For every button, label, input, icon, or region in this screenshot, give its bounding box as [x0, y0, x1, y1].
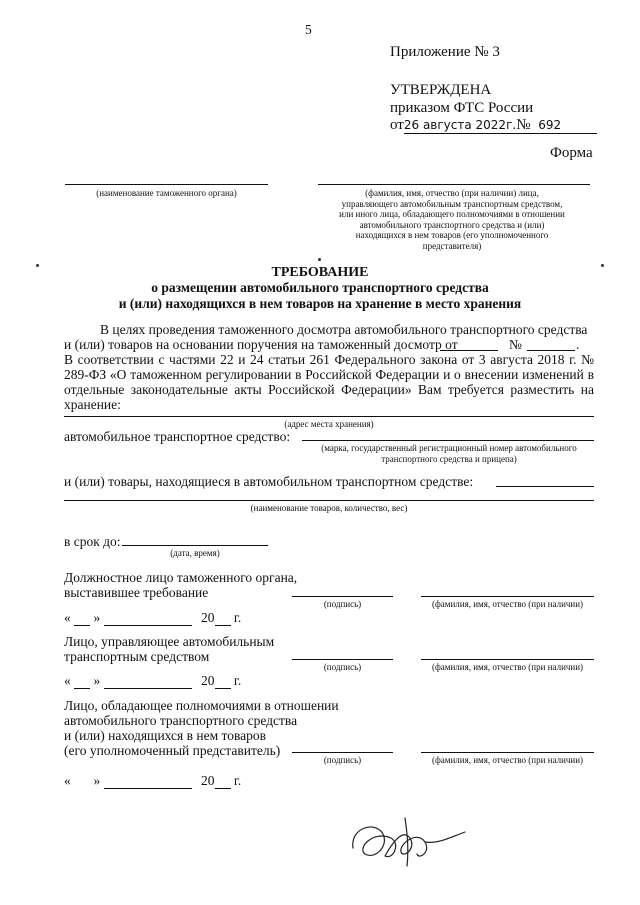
signer-1-sign-caption: (подпись) — [323, 599, 362, 609]
signer-1-day-field[interactable] — [74, 610, 90, 626]
scan-dot-center — [318, 258, 321, 261]
signer-2-day-field[interactable] — [74, 673, 90, 689]
signer-3-name-caption: (фамилия, имя, отчество (при наличии) — [431, 755, 584, 765]
customs-body-caption: (наименование таможенного органа) — [96, 188, 237, 198]
scan-dot-right — [601, 264, 604, 267]
form-label: Форма — [550, 145, 593, 161]
signer-2-sign-caption: (подпись) — [323, 662, 362, 672]
signer-2-name-field[interactable] — [421, 659, 594, 660]
signer-3-label-2: автомобильного транспортного средства — [64, 713, 298, 728]
page-number: 5 — [305, 22, 312, 37]
signer-3-signature-field[interactable] — [292, 752, 393, 753]
goods-field-1[interactable] — [496, 486, 594, 487]
handwritten-signature — [345, 808, 475, 870]
appendix-label: Приложение № 3 — [390, 44, 500, 60]
order-date: 26 августа 2022г. — [403, 118, 517, 132]
signer-1-name-field[interactable] — [421, 596, 594, 597]
signer-1-year-field[interactable] — [215, 610, 231, 626]
person-field[interactable] — [318, 184, 590, 185]
signer-1-label-1: Должностное лицо таможенного органа, — [64, 570, 298, 585]
order-from-prefix: от — [390, 117, 404, 133]
signer-3-date: « » 20 г. — [64, 773, 242, 788]
signer-3-label-4: (его уполномоченный представитель) — [64, 743, 281, 758]
order-by: приказом ФТС России — [390, 100, 534, 116]
signer-1-name-caption: (фамилия, имя, отчество (при наличии) — [431, 599, 584, 609]
signer-1-signature-field[interactable] — [292, 596, 393, 597]
vehicle-label: автомобильное транспортное средство: — [64, 429, 291, 444]
deadline-field[interactable] — [122, 545, 268, 546]
goods-caption: (наименование товаров, количество, вес) — [250, 503, 408, 513]
signer-3-sign-caption: (подпись) — [323, 755, 362, 765]
scan-dot-left — [36, 264, 39, 267]
order-underline — [404, 133, 597, 134]
signer-2-year-field[interactable] — [215, 673, 231, 689]
order-no-sign: № — [509, 337, 522, 352]
goods-label: и (или) товары, находящиеся в автомобильном транспортном средстве: — [64, 474, 474, 489]
storage-caption: (адрес места хранения) — [284, 419, 374, 429]
signer-2-month-field[interactable] — [104, 673, 192, 689]
signer-3-label-3: и (или) находящихся в нем товаров — [64, 728, 267, 743]
order-date-field[interactable] — [440, 350, 498, 351]
storage-address-field[interactable] — [64, 416, 594, 417]
vehicle-caption: (марка, государственный регистрационный номер автомобильного транспортного средства и прицепа) — [321, 443, 577, 464]
signer-3-label-1: Лицо, обладающее полномочиями в отношении — [64, 698, 339, 713]
period: . — [576, 337, 580, 352]
signer-2-label-2: транспортным средством — [64, 649, 210, 664]
document-title: ТРЕБОВАНИЕ — [271, 265, 369, 280]
signer-2-name-caption: (фамилия, имя, отчество (при наличии) — [431, 662, 584, 672]
signer-3-name-field[interactable] — [421, 752, 594, 753]
title-line-2: о размещении автомобильного транспортного средства — [151, 280, 489, 295]
signer-2-date: « » 20 г. — [64, 673, 242, 688]
order-no-label: № — [516, 117, 531, 133]
paragraph-1b: и (или) товаров на основании поручения на таможенный досмотр от — [64, 337, 458, 352]
signer-1-label-2: выставившее требование — [64, 585, 209, 600]
deadline-label: в срок до: — [64, 534, 121, 549]
order-date-line — [390, 117, 600, 134]
person-caption: (фамилия, имя, отчество (при наличии) лица, управляющего автомобильным транспортным средством, или иного лица, обладающего полномочиями в отношении автомобильного транспортного средства и (или) находящихся в нем товаров (его уполномоченного представителя) — [339, 188, 565, 251]
signer-2-label-1: Лицо, управляющее автомобильным — [64, 634, 275, 649]
paragraph-2: В соответствии с частями 22 и 24 статьи 261 Федерального закона от 3 августа 2018 г. № 289-ФЗ «О таможенном регулировании в Российской Федерации и о внесении изменений в отдельные законодательные акты Российской Федерации» Вам требуется разместить на хранение: — [64, 352, 594, 412]
signer-1-date: « » 20 г. — [64, 610, 242, 625]
order-no-field[interactable] — [527, 350, 575, 351]
signer-2-signature-field[interactable] — [292, 659, 393, 660]
title-line-3: и (или) находящихся в нем товаров на хранение в место хранения — [118, 296, 522, 311]
order-no: 692 — [538, 118, 562, 132]
paragraph-1a: В целях проведения таможенного досмотра автомобильного транспортного средства — [100, 322, 588, 337]
customs-body-field[interactable] — [65, 184, 268, 185]
signer-1-month-field[interactable] — [104, 610, 192, 626]
signer-3-year-field[interactable] — [215, 773, 231, 789]
approved-label: УТВЕРЖДЕНА — [390, 82, 492, 98]
vehicle-field[interactable] — [302, 440, 594, 441]
goods-field-2[interactable] — [64, 500, 594, 501]
signer-3-month-field[interactable] — [104, 773, 192, 789]
deadline-caption: (дата, время) — [170, 548, 220, 558]
